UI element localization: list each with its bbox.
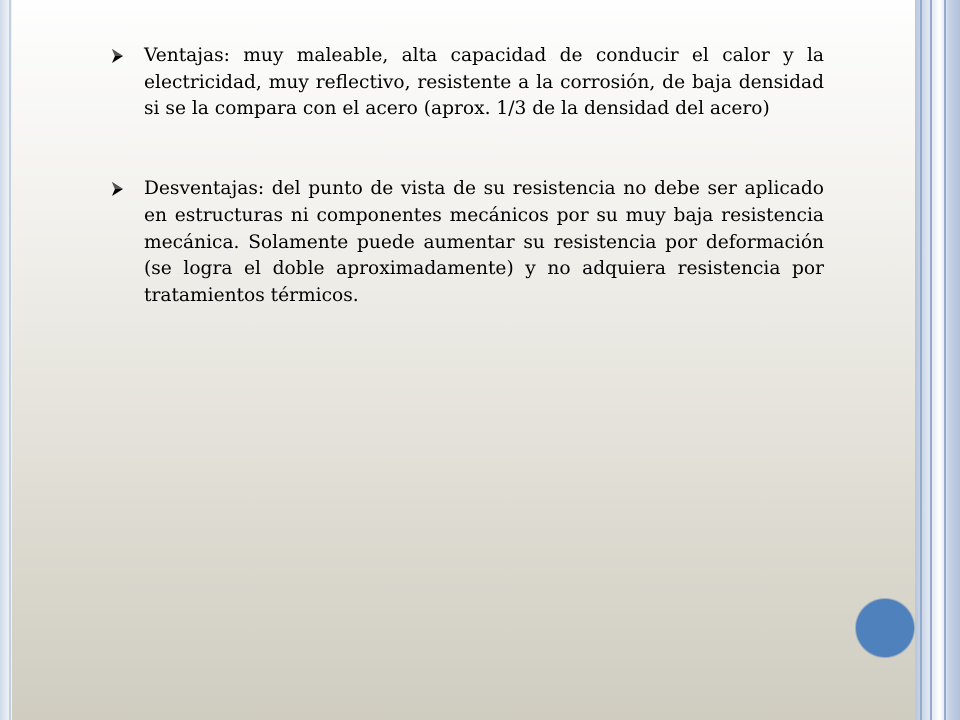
bullet-ventajas (112, 43, 824, 123)
bullet-text: Ventajas: muy maleable, alta capacidad de conducir el calor y la electricidad, muy reflectivo, resistente a la corrosión, de baja densidad si se la compara con el acero (aprox. 1/3 de la densidad del acero) (144, 45, 824, 120)
arrow-bullet-icon (112, 182, 123, 196)
right-band-line (930, 0, 932, 720)
left-edge-line (9, 0, 11, 720)
arrow-bullet-icon (112, 49, 123, 63)
bullet-text: Desventajas: del punto de vista de su resistencia no debe ser aplicado en estructuras ni componentes mecánicos por su muy baja resistencia mecánica. Solamente puede aumentar su resistencia por deformación (se logra el doble aproximadamente) y no adquiera resistencia por tratamientos térmicos. (144, 178, 824, 306)
bullet-desventajas (112, 176, 824, 310)
right-band-line (944, 0, 946, 720)
right-band-line (920, 0, 922, 720)
slide-content (112, 43, 824, 363)
circle-decoration (856, 599, 914, 657)
